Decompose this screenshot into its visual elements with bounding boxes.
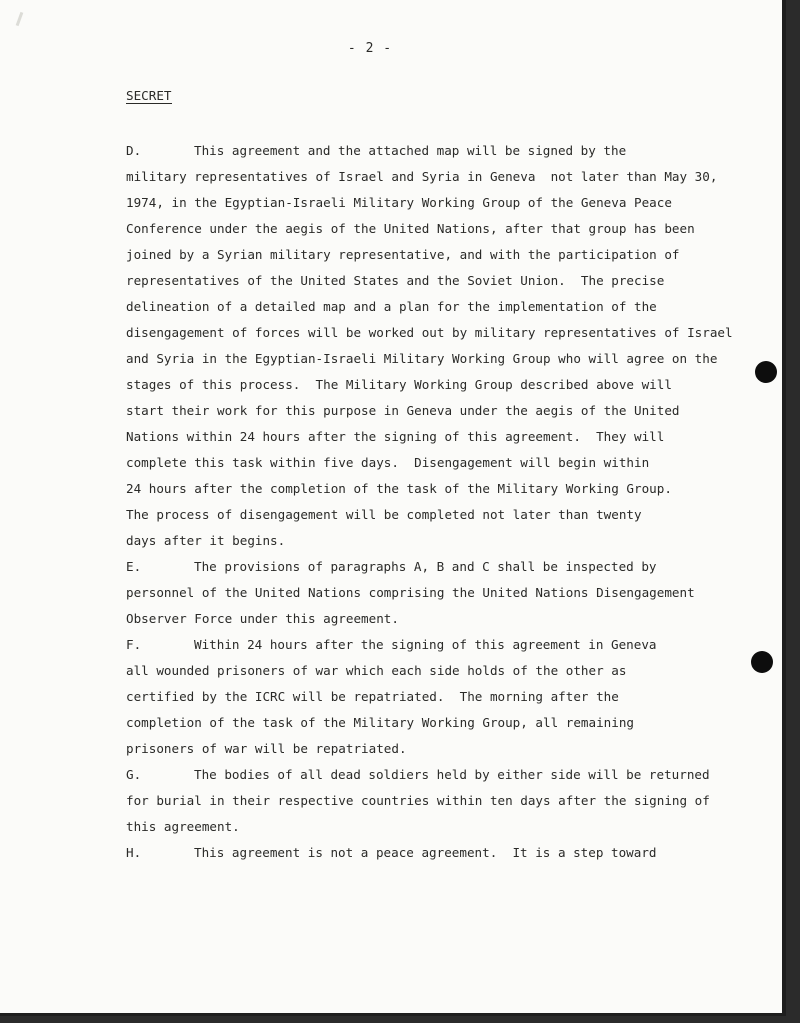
line-text: for burial in their respective countries within ten days after the signing of [126, 793, 710, 808]
line-text: This agreement and the attached map will be signed by the [194, 143, 627, 158]
paragraph-line-labeled [126, 559, 657, 575]
paragraph-line [126, 377, 672, 393]
paragraph-line [126, 429, 664, 445]
line-text: 1974, in the Egyptian-Israeli Military Working Group of the Geneva Peace [126, 195, 672, 210]
line-text: joined by a Syrian military representative, and with the participation of [126, 247, 680, 262]
page-number: - 2 - [347, 41, 393, 56]
line-text: representatives of the United States and the Soviet Union. The precise [126, 273, 665, 288]
line-text: and Syria in the Egyptian-Israeli Military Working Group who will agree on the [126, 351, 718, 366]
line-text: prisoners of war will be repatriated. [126, 741, 407, 756]
line-text: personnel of the United Nations comprising the United Nations Disengagement [126, 585, 695, 600]
paragraph-line-labeled [126, 637, 657, 653]
paragraph-label: E. [126, 559, 142, 574]
punch-hole-top [755, 361, 777, 383]
paragraph-line [126, 403, 680, 419]
line-text: certified by the ICRC will be repatriated. The morning after the [126, 689, 619, 704]
paragraph-label: F. [126, 637, 142, 652]
line-text: The provisions of paragraphs A, B and C shall be inspected by [194, 559, 657, 574]
paragraph-line [126, 221, 695, 237]
line-text: complete this task within five days. Disengagement will begin within [126, 455, 650, 470]
paragraph-line-labeled [126, 767, 710, 783]
line-text: The bodies of all dead soldiers held by either side will be returned [194, 767, 710, 782]
paragraph-line [126, 611, 399, 627]
paragraph-line [126, 819, 240, 835]
paragraph-label: G. [126, 767, 142, 782]
paragraph-line [126, 533, 285, 549]
line-text: days after it begins. [126, 533, 286, 548]
line-text: Observer Force under this agreement. [126, 611, 399, 626]
paragraph-line-labeled [126, 845, 657, 861]
line-text: start their work for this purpose in Geneva under the aegis of the United [126, 403, 680, 418]
line-text: this agreement. [126, 819, 240, 834]
paragraph-line [126, 507, 642, 523]
paragraph-line [126, 455, 649, 471]
paragraph-line [126, 299, 657, 315]
paragraph-line [126, 273, 664, 289]
paragraph-line [126, 169, 717, 185]
paragraph-label: H. [126, 845, 142, 860]
paragraph-line [126, 195, 672, 211]
line-text: all wounded prisoners of war which each side holds of the other as [126, 663, 627, 678]
line-text: delineation of a detailed map and a plan for the implementation of the [126, 299, 657, 314]
paper-mark [16, 12, 24, 26]
punch-hole-bottom [751, 651, 773, 673]
line-text: disengagement of forces will be worked out by military representatives of Israel [126, 325, 733, 340]
paragraph-label: D. [126, 143, 142, 158]
line-text: This agreement is not a peace agreement. It is a step toward [194, 845, 657, 860]
paragraph-line [126, 741, 407, 757]
classification-marking: SECRET [126, 88, 172, 103]
paragraph-line [126, 247, 680, 263]
paragraph-line [126, 351, 717, 367]
line-text: completion of the task of the Military Working Group, all remaining [126, 715, 634, 730]
line-text: Within 24 hours after the signing of this agreement in Geneva [194, 637, 657, 652]
paragraph-line-labeled [126, 143, 626, 159]
paragraph-line [126, 585, 695, 601]
line-text: stages of this process. The Military Working Group described above will [126, 377, 672, 392]
paragraph-line [126, 481, 672, 497]
paragraph-line [126, 715, 634, 731]
paragraph-line [126, 663, 626, 679]
line-text: Conference under the aegis of the United Nations, after that group has been [126, 221, 695, 236]
line-text: Nations within 24 hours after the signing of this agreement. They will [126, 429, 665, 444]
paragraph-line [126, 689, 619, 705]
line-text: 24 hours after the completion of the task of the Military Working Group. [126, 481, 672, 496]
line-text: military representatives of Israel and Syria in Geneva not later than May 30, [126, 169, 718, 184]
line-text: The process of disengagement will be completed not later than twenty [126, 507, 642, 522]
paragraph-line [126, 793, 710, 809]
paragraph-line [126, 325, 733, 341]
